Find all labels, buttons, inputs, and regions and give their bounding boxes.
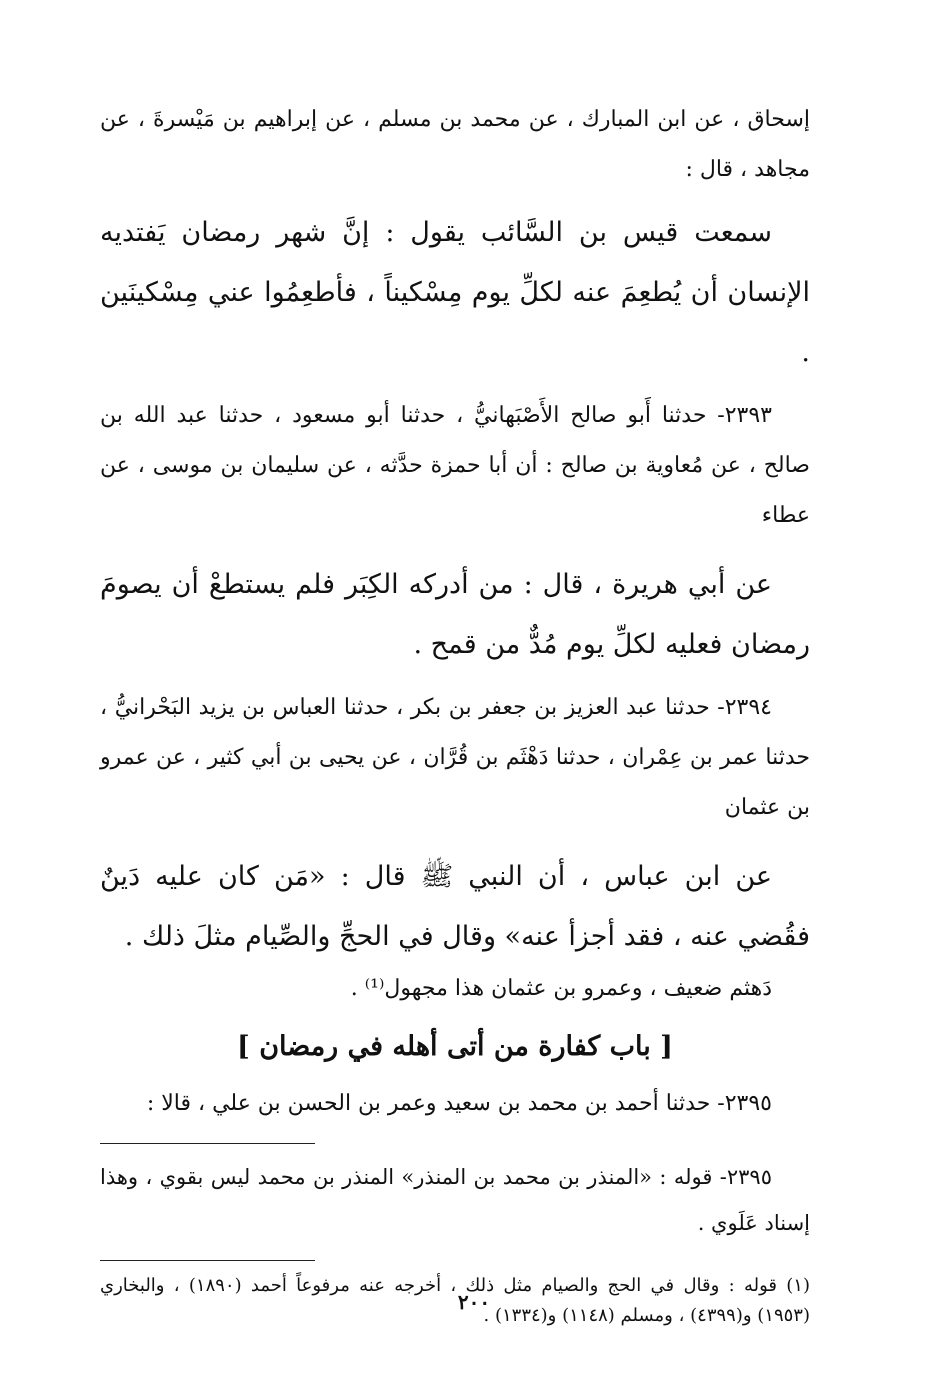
matn-abu-hurayra: عن أبي هريرة ، قال : من أدركه الكِبَر فلم يستطعْ أن يصومَ رمضان فعليه لكلِّ يوم مُدٌّ من قمح . <box>100 569 810 660</box>
commentary-divider <box>100 1143 315 1144</box>
hadith-2394-isnad: ٢٣٩٤- حدثنا عبد العزيز بن جعفر بن بكر ، حدثنا العباس بن يزيد البَحْرانيُّ ، حدثنا عمر بن عِمْران ، حدثنا دَهْثَم بن قُرَّان ، عن يحيى بن أبي كثير ، عن عمرو بن عثمان <box>100 695 810 820</box>
matn-qays: سمعت قيس بن السَّائب يقول : إنَّ شهر رمضان يَفتديه الإنسان أن يُطعِمَ عنه لكلِّ يوم مِسْكيناً ، فأطعِمُوا عني مِسْكينَين . <box>100 217 810 368</box>
hadith-grading: دَهثم ضعيف ، وعمرو بن عثمان هذا مجهول⁽¹⁾ . <box>350 976 772 1001</box>
matn-ibn-abbas: عن ابن عباس ، أن النبي ﷺ قال : «مَن كان عليه دَينٌ فقُضي عنه ، فقد أجزأ عنه» وقال في الحجِّ والصِّيام مثلَ ذلك . <box>100 861 810 952</box>
commentary-note: ٢٣٩٥- قوله : «المنذر بن محمد بن المنذر» المنذر بن محمد ليس بقوي ، وهذا إسناد عَلَوي . <box>100 1165 810 1235</box>
footnote-divider <box>100 1260 315 1261</box>
page-body <box>100 95 810 1331</box>
isnad-continuation: إسحاق ، عن ابن المبارك ، عن محمد بن مسلم ، عن إبراهيم بن مَيْسرةَ ، عن مجاهد ، قال : <box>100 107 810 182</box>
page-number: ٢٠٠ <box>457 1290 491 1314</box>
hadith-2395-isnad: ٢٣٩٥- حدثنا أحمد بن محمد بن سعيد وعمر بن الحسن بن علي ، قالا : <box>146 1091 772 1116</box>
footnote: (١) قوله : وقال في الحج والصيام مثل ذلك ، أخرجه عنه مرفوعاً أحمد (١٨٩٠) ، والبخاري (١٩٥٣) و(٤٣٩٩) ، ومسلم (١١٤٨) و(١٣٣٤) . <box>100 1275 810 1326</box>
chapter-title: [ باب كفارة من أتى أهله في رمضان ] <box>237 1031 673 1062</box>
hadith-2393-isnad: ٢٣٩٣- حدثنا أَبو صالح الأَصْبَهانيُّ ، حدثنا أبو مسعود ، حدثنا عبد الله بن صالح ، عن مُعاوية بن صالح : أن أبا حمزة حدَّثه ، عن سليمان بن موسى ، عن عطاء <box>100 403 810 528</box>
